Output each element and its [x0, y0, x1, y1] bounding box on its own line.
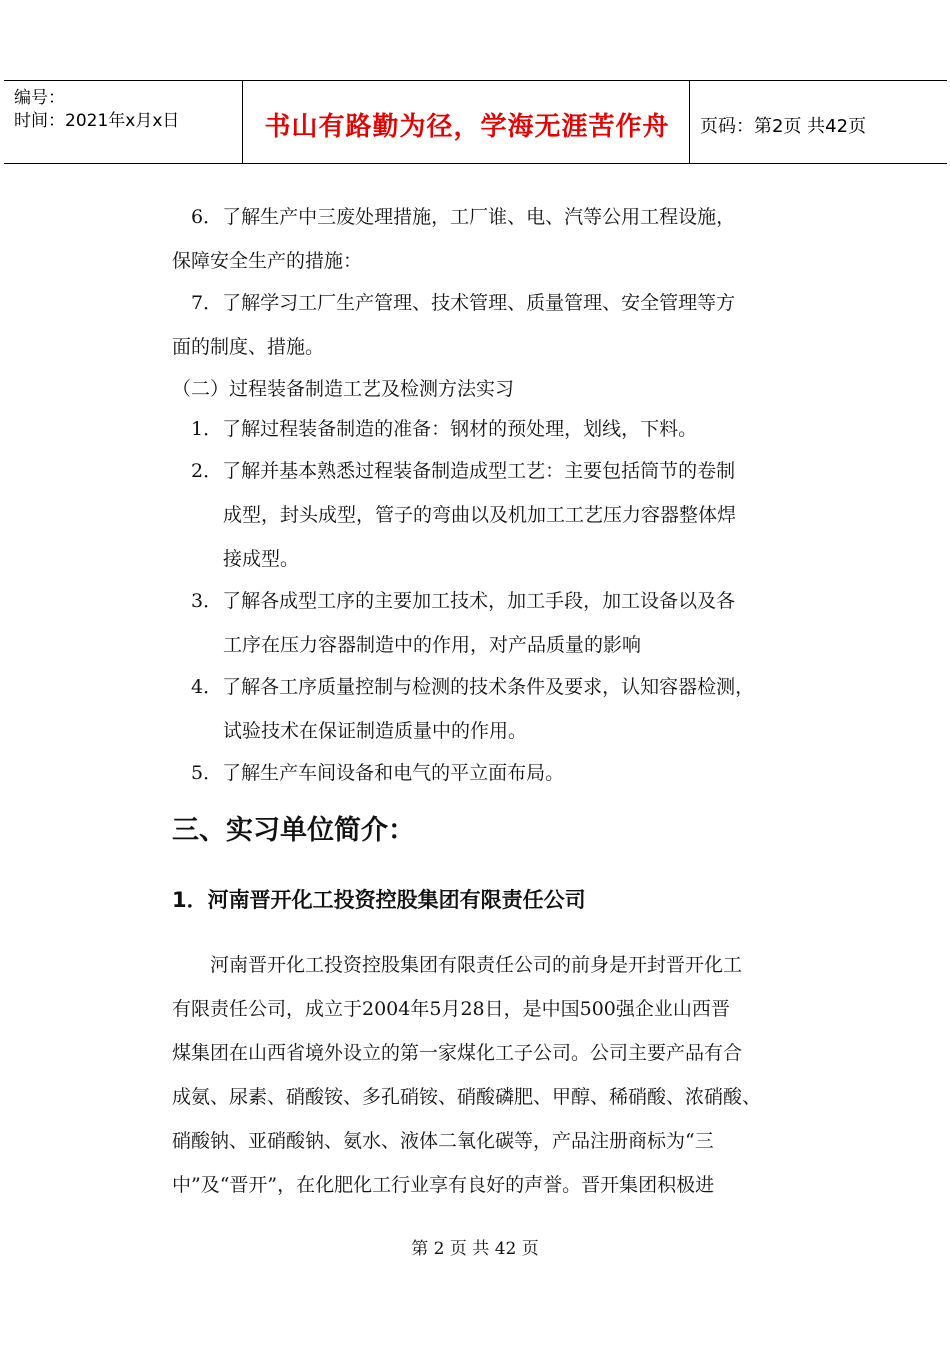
header-meta [14, 87, 179, 133]
paragraph-line: 硝酸钠、亚硝酸钠、氨水、液体二氧化碳等，产品注册商标为“三 [172, 1130, 714, 1152]
body-line: 2．了解并基本熟悉过程装备制造成型工艺：主要包括筒节的卷制 [191, 460, 736, 482]
subsection-heading: 1．河南晋开化工投资控股集团有限责任公司 [172, 888, 586, 912]
document-number-label: 编号： [14, 88, 65, 108]
paragraph-line: 河南晋开化工投资控股集团有限责任公司的前身是开封晋开化工 [210, 954, 743, 976]
document-time-label: 时间：2021年x月x日 [14, 111, 180, 131]
body-line: 成型，封头成型，管子的弯曲以及机加工工艺压力容器整体焊 [223, 504, 737, 526]
header-page-info: 页码：第2页 共42页 [700, 116, 867, 137]
body-line: 面的制度、措施。 [172, 336, 325, 358]
header-divider [242, 81, 243, 163]
body-line: （二）过程装备制造工艺及检测方法实习 [172, 378, 515, 400]
body-line: 4．了解各工序质量控制与检测的技术条件及要求，认知容器检测， [191, 676, 755, 698]
paragraph-line: 中”及“晋开”，在化肥化工行业享有良好的声誉。晋开集团积极进 [172, 1174, 715, 1196]
body-line: 试验技术在保证制造质量中的作用。 [223, 720, 528, 742]
body-line: 工序在压力容器制造中的作用，对产品质量的影响 [223, 634, 642, 656]
body-line: 1．了解过程装备制造的准备：钢材的预处理，划线，下料。 [191, 418, 698, 440]
body-line: 保障安全生产的措施： [172, 250, 363, 272]
section-heading: 三、实习单位简介： [172, 815, 415, 846]
paragraph-line: 有限责任公司，成立于2004年5月28日，是中国500强企业山西晋 [172, 998, 730, 1020]
paragraph-line: 煤集团在山西省境外设立的第一家煤化工子公司。公司主要产品有合 [172, 1042, 743, 1064]
body-line: 6．了解生产中三废处理措施，工厂谁、电、汽等公用工程设施， [191, 206, 736, 228]
body-line: 3．了解各成型工序的主要加工技术，加工手段，加工设备以及各 [191, 590, 736, 612]
page-footer: 第 2 页 共 42 页 [411, 1239, 539, 1259]
paragraph-line: 成氨、尿素、硝酸铵、多孔硝铵、硝酸磷肥、甲醇、稀硝酸、浓硝酸、 [172, 1086, 762, 1108]
page-header [4, 80, 947, 164]
body-line: 接成型。 [223, 548, 300, 570]
header-motto: 书山有路勤为径，学海无涯苦作舟 [264, 112, 670, 142]
body-line: 5．了解生产车间设备和电气的平立面布局。 [191, 762, 565, 784]
body-line: 7．了解学习工厂生产管理、技术管理、质量管理、安全管理等方 [191, 292, 736, 314]
